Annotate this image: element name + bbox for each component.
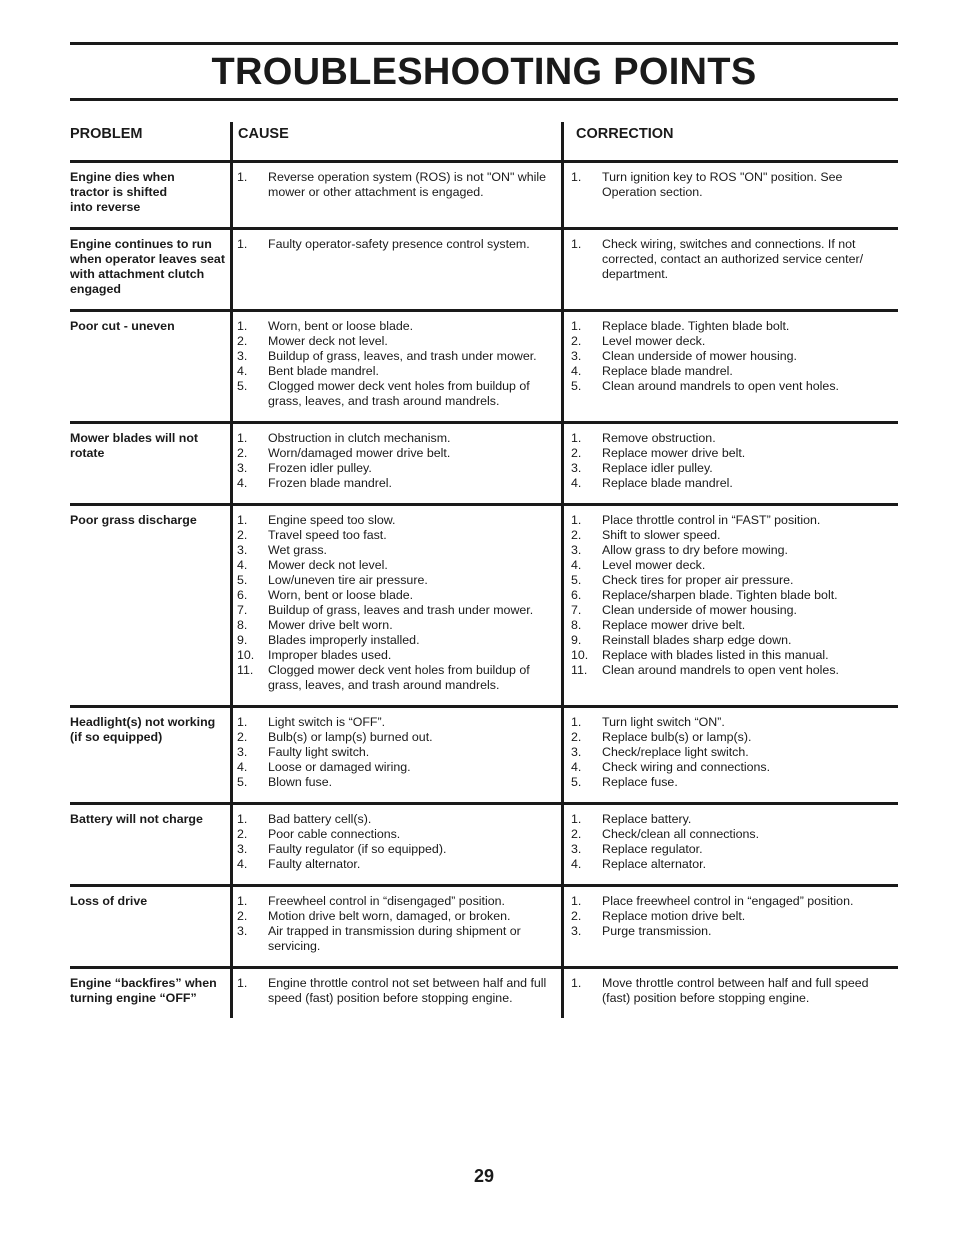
title-rule-bottom [70, 98, 898, 101]
problem-cell [70, 424, 230, 503]
page-title: TROUBLESHOOTING POINTS [211, 51, 757, 93]
correction-item [571, 715, 894, 730]
table-header [70, 122, 898, 163]
correction-text: Check wiring and connections. [602, 760, 771, 774]
cause-list [237, 715, 557, 790]
problem-text: Engine dies when tractor is shifted into reverse [70, 170, 175, 214]
cause-cell [230, 887, 561, 966]
header-cause: CAUSE [230, 122, 561, 160]
correction-text: Replace bulb(s) or lamp(s). [602, 730, 752, 744]
cause-text: Freewheel control in “disengaged” position. [268, 894, 505, 908]
header-correction: CORRECTION [561, 122, 898, 160]
cause-text: Reverse operation system (ROS) is not "ON" while mower or other attachment is engaged. [268, 170, 547, 199]
cause-text: Improper blades used. [268, 648, 392, 662]
correction-text: Replace blade. Tighten blade bolt. [602, 319, 790, 333]
cause-text: Worn/damaged mower drive belt. [268, 446, 451, 460]
cause-text: Faulty operator-safety presence control system. [268, 237, 530, 251]
correction-cell [561, 424, 898, 503]
item-number: 2. [237, 334, 248, 348]
problem-cell [70, 805, 230, 884]
problem-cell [70, 506, 230, 705]
cause-item [237, 237, 557, 252]
cause-list [237, 976, 557, 1006]
cause-text: Worn, bent or loose blade. [268, 319, 414, 333]
correction-text: Replace with blades listed in this manual. [602, 648, 829, 662]
problem-text: Loss of drive [70, 894, 148, 908]
cause-item [237, 543, 557, 558]
item-number: 2. [237, 827, 248, 841]
correction-text: Check wiring, switches and connections. If not corrected, contact an authorized service center/ department. [602, 237, 864, 281]
correction-item [571, 558, 894, 573]
problem-cell [70, 708, 230, 802]
correction-text: Shift to slower speed. [602, 528, 721, 542]
cause-list [237, 812, 557, 872]
item-number: 11. [571, 663, 588, 677]
item-number: 2. [571, 446, 582, 460]
table-row [70, 887, 898, 969]
correction-item [571, 775, 894, 790]
correction-text: Replace blade mandrel. [602, 476, 733, 490]
item-number: 2. [571, 909, 582, 923]
correction-item [571, 461, 894, 476]
cause-text: Motion drive belt worn, damaged, or broken. [268, 909, 511, 923]
manual-page [70, 0, 898, 1235]
cause-text: Clogged mower deck vent holes from buildup of grass, leaves, and trash around mandrels. [268, 379, 530, 408]
correction-item [571, 909, 894, 924]
cause-item [237, 379, 557, 409]
cause-list [237, 894, 557, 954]
correction-item [571, 319, 894, 334]
correction-item [571, 543, 894, 558]
cause-item [237, 812, 557, 827]
correction-text: Remove obstruction. [602, 431, 716, 445]
correction-text: Check/clean all connections. [602, 827, 760, 841]
correction-text: Replace blade mandrel. [602, 364, 733, 378]
table-row [70, 424, 898, 506]
item-number: 3. [237, 461, 248, 475]
item-number: 1. [237, 894, 248, 908]
cause-item [237, 431, 557, 446]
cause-list [237, 431, 557, 491]
cause-text: Blown fuse. [268, 775, 333, 789]
correction-list [571, 715, 894, 790]
correction-item [571, 618, 894, 633]
cause-text: Travel speed too fast. [268, 528, 387, 542]
cause-item [237, 842, 557, 857]
cause-item [237, 715, 557, 730]
item-number: 7. [571, 603, 582, 617]
correction-text: Turn light switch “ON”. [602, 715, 725, 729]
cause-item [237, 663, 557, 693]
item-number: 4. [571, 760, 582, 774]
item-number: 3. [237, 924, 248, 938]
correction-item [571, 663, 894, 678]
correction-text: Place freewheel control in “engaged” position. [602, 894, 854, 908]
item-number: 2. [571, 827, 582, 841]
cause-text: Faulty light switch. [268, 745, 370, 759]
cause-text: Buildup of grass, leaves, and trash under mower. [268, 349, 537, 363]
cause-cell [230, 969, 561, 1018]
item-number: 5. [571, 379, 582, 393]
cause-text: Frozen idler pulley. [268, 461, 372, 475]
item-number: 11. [237, 663, 254, 677]
cause-item [237, 334, 557, 349]
correction-text: Purge transmission. [602, 924, 712, 938]
correction-item [571, 827, 894, 842]
correction-list [571, 319, 894, 394]
cause-item [237, 319, 557, 334]
item-number: 3. [571, 461, 582, 475]
cause-item [237, 461, 557, 476]
correction-cell [561, 163, 898, 227]
correction-cell [561, 230, 898, 309]
item-number: 1. [237, 715, 248, 729]
correction-item [571, 237, 894, 282]
item-number: 4. [571, 857, 582, 871]
correction-text: Clean underside of mower housing. [602, 349, 797, 363]
item-number: 3. [571, 924, 582, 938]
correction-item [571, 760, 894, 775]
cause-item [237, 476, 557, 491]
cause-cell [230, 312, 561, 421]
item-number: 8. [571, 618, 582, 632]
cause-item [237, 446, 557, 461]
cause-item [237, 558, 557, 573]
problem-text: Engine continues to run when operator leaves seat with attachment clutch engaged [70, 237, 225, 296]
correction-cell [561, 312, 898, 421]
cause-cell [230, 805, 561, 884]
correction-text: Level mower deck. [602, 558, 706, 572]
item-number: 5. [237, 775, 248, 789]
item-number: 10. [571, 648, 589, 662]
item-number: 4. [571, 364, 582, 378]
problem-cell [70, 969, 230, 1018]
problem-text: Headlight(s) not working (if so equipped) [70, 715, 216, 744]
item-number: 3. [571, 745, 582, 759]
correction-item [571, 924, 894, 939]
correction-item [571, 528, 894, 543]
correction-list [571, 513, 894, 678]
cause-item [237, 528, 557, 543]
correction-text: Replace mower drive belt. [602, 446, 746, 460]
correction-item [571, 730, 894, 745]
cause-item [237, 349, 557, 364]
correction-text: Clean around mandrels to open vent holes. [602, 379, 839, 393]
cause-text: Engine throttle control not set between half and full speed (fast) position before stopping engine. [268, 976, 547, 1005]
correction-text: Replace fuse. [602, 775, 678, 789]
item-number: 5. [237, 573, 248, 587]
cause-text: Mower drive belt worn. [268, 618, 393, 632]
page-number: 29 [473, 1166, 495, 1186]
cause-text: Low/uneven tire air pressure. [268, 573, 428, 587]
table-row [70, 163, 898, 230]
correction-item [571, 648, 894, 663]
item-number: 1. [237, 170, 248, 184]
cause-item [237, 573, 557, 588]
correction-item [571, 588, 894, 603]
table-body [70, 163, 898, 1018]
item-number: 3. [237, 745, 248, 759]
correction-item [571, 573, 894, 588]
item-number: 5. [571, 573, 582, 587]
table-row [70, 805, 898, 887]
cause-text: Worn, bent or loose blade. [268, 588, 414, 602]
cause-text: Faulty regulator (if so equipped). [268, 842, 447, 856]
correction-text: Replace/sharpen blade. Tighten blade bolt. [602, 588, 838, 602]
correction-text: Move throttle control between half and full speed (fast) position before stopping engine. [602, 976, 869, 1005]
item-number: 3. [237, 543, 248, 557]
correction-item [571, 633, 894, 648]
item-number: 1. [571, 170, 582, 184]
cause-cell [230, 424, 561, 503]
item-number: 3. [571, 543, 582, 557]
correction-item [571, 603, 894, 618]
cause-item [237, 618, 557, 633]
cause-item [237, 745, 557, 760]
cause-text: Faulty alternator. [268, 857, 361, 871]
item-number: 1. [571, 237, 582, 251]
item-number: 2. [237, 446, 248, 460]
cause-item [237, 603, 557, 618]
correction-text: Replace regulator. [602, 842, 703, 856]
item-number: 5. [237, 379, 248, 393]
cause-text: Clogged mower deck vent holes from buildup of grass, leaves, and trash around mandrels. [268, 663, 530, 692]
correction-item [571, 894, 894, 909]
cause-item [237, 760, 557, 775]
problem-text: Engine “backfires” when turning engine “OFF” [70, 976, 217, 1005]
item-number: 3. [237, 842, 248, 856]
correction-text: Clean around mandrels to open vent holes. [602, 663, 839, 677]
cause-cell [230, 506, 561, 705]
item-number: 3. [237, 349, 248, 363]
correction-text: Replace idler pulley. [602, 461, 713, 475]
cause-list [237, 237, 557, 252]
item-number: 2. [237, 528, 248, 542]
cause-cell [230, 163, 561, 227]
item-number: 4. [237, 364, 248, 378]
item-number: 4. [237, 760, 248, 774]
item-number: 2. [237, 909, 248, 923]
cause-text: Buildup of grass, leaves and trash under mower. [268, 603, 534, 617]
cause-text: Bulb(s) or lamp(s) burned out. [268, 730, 433, 744]
correction-item [571, 745, 894, 760]
cause-text: Mower deck not level. [268, 558, 388, 572]
correction-item [571, 334, 894, 349]
correction-item [571, 364, 894, 379]
item-number: 2. [571, 334, 582, 348]
item-number: 9. [571, 633, 582, 647]
cause-item [237, 648, 557, 663]
correction-text: Check/replace light switch. [602, 745, 749, 759]
item-number: 1. [571, 319, 582, 333]
correction-item [571, 476, 894, 491]
table-row [70, 230, 898, 312]
correction-item [571, 379, 894, 394]
table-row [70, 506, 898, 708]
item-number: 1. [237, 431, 248, 445]
item-number: 4. [571, 558, 582, 572]
correction-text: Check tires for proper air pressure. [602, 573, 794, 587]
item-number: 4. [571, 476, 582, 490]
item-number: 1. [237, 976, 248, 990]
correction-item [571, 857, 894, 872]
item-number: 1. [237, 237, 248, 251]
problem-text: Battery will not charge [70, 812, 203, 826]
item-number: 1. [571, 976, 582, 990]
item-number: 7. [237, 603, 248, 617]
cause-text: Bent blade mandrel. [268, 364, 379, 378]
correction-text: Replace battery. [602, 812, 692, 826]
correction-text: Level mower deck. [602, 334, 706, 348]
correction-list [571, 812, 894, 872]
item-number: 8. [237, 618, 248, 632]
item-number: 2. [571, 730, 582, 744]
correction-text: Replace motion drive belt. [602, 909, 746, 923]
item-number: 2. [571, 528, 582, 542]
cause-text: Bad battery cell(s). [268, 812, 372, 826]
correction-text: Allow grass to dry before mowing. [602, 543, 788, 557]
item-number: 1. [571, 715, 582, 729]
troubleshooting-table [70, 122, 898, 1018]
correction-text: Turn ignition key to ROS "ON" position. See Operation section. [602, 170, 843, 199]
correction-item [571, 842, 894, 857]
correction-item [571, 431, 894, 446]
item-number: 10. [237, 648, 255, 662]
cause-text: Engine speed too slow. [268, 513, 396, 527]
cause-text: Obstruction in clutch mechanism. [268, 431, 451, 445]
cause-text: Poor cable connections. [268, 827, 401, 841]
cause-item [237, 513, 557, 528]
correction-item [571, 446, 894, 461]
cause-item [237, 364, 557, 379]
cause-text: Light switch is “OFF”. [268, 715, 386, 729]
correction-list [571, 170, 894, 200]
cause-text: Blades improperly installed. [268, 633, 420, 647]
cause-item [237, 170, 557, 200]
correction-item [571, 349, 894, 364]
problem-cell [70, 163, 230, 227]
cause-item [237, 827, 557, 842]
problem-cell [70, 230, 230, 309]
cause-item [237, 976, 557, 1006]
problem-text: Poor cut - uneven [70, 319, 175, 333]
correction-cell [561, 887, 898, 966]
correction-cell [561, 506, 898, 705]
cause-cell [230, 230, 561, 309]
correction-item [571, 976, 894, 1006]
correction-list [571, 237, 894, 282]
item-number: 4. [237, 476, 248, 490]
item-number: 1. [237, 319, 248, 333]
cause-list [237, 513, 557, 693]
cause-item [237, 730, 557, 745]
correction-text: Reinstall blades sharp edge down. [602, 633, 792, 647]
correction-text: Clean underside of mower housing. [602, 603, 797, 617]
problem-text: Mower blades will not rotate [70, 431, 199, 460]
cause-text: Air trapped in transmission during shipment or servicing. [268, 924, 521, 953]
item-number: 1. [571, 894, 582, 908]
item-number: 1. [571, 513, 582, 527]
item-number: 1. [571, 431, 582, 445]
correction-text: Place throttle control in “FAST” position. [602, 513, 821, 527]
item-number: 3. [571, 349, 582, 363]
table-row [70, 969, 898, 1018]
correction-item [571, 170, 894, 200]
cause-text: Loose or damaged wiring. [268, 760, 411, 774]
correction-cell [561, 969, 898, 1018]
correction-item [571, 513, 894, 528]
item-number: 6. [571, 588, 582, 602]
table-row [70, 312, 898, 424]
header-problem: PROBLEM [70, 126, 143, 142]
item-number: 5. [571, 775, 582, 789]
item-number: 6. [237, 588, 248, 602]
cause-text: Mower deck not level. [268, 334, 388, 348]
problem-cell [70, 887, 230, 966]
cause-text: Wet grass. [268, 543, 327, 557]
cause-item [237, 775, 557, 790]
correction-list [571, 976, 894, 1006]
cause-item [237, 588, 557, 603]
item-number: 2. [237, 730, 248, 744]
item-number: 1. [237, 513, 248, 527]
problem-text: Poor grass discharge [70, 513, 197, 527]
problem-cell [70, 312, 230, 421]
correction-text: Replace alternator. [602, 857, 707, 871]
item-number: 4. [237, 857, 248, 871]
cause-item [237, 633, 557, 648]
correction-list [571, 431, 894, 491]
item-number: 3. [571, 842, 582, 856]
item-number: 1. [571, 812, 582, 826]
correction-cell [561, 805, 898, 884]
correction-list [571, 894, 894, 939]
cause-item [237, 924, 557, 954]
cause-item [237, 909, 557, 924]
table-row [70, 708, 898, 805]
cause-list [237, 319, 557, 409]
item-number: 4. [237, 558, 248, 572]
cause-cell [230, 708, 561, 802]
cause-list [237, 170, 557, 200]
cause-item [237, 894, 557, 909]
item-number: 1. [237, 812, 248, 826]
title-rule-top [70, 42, 898, 45]
correction-text: Replace mower drive belt. [602, 618, 746, 632]
correction-item [571, 812, 894, 827]
correction-cell [561, 708, 898, 802]
cause-text: Frozen blade mandrel. [268, 476, 392, 490]
item-number: 9. [237, 633, 248, 647]
cause-item [237, 857, 557, 872]
